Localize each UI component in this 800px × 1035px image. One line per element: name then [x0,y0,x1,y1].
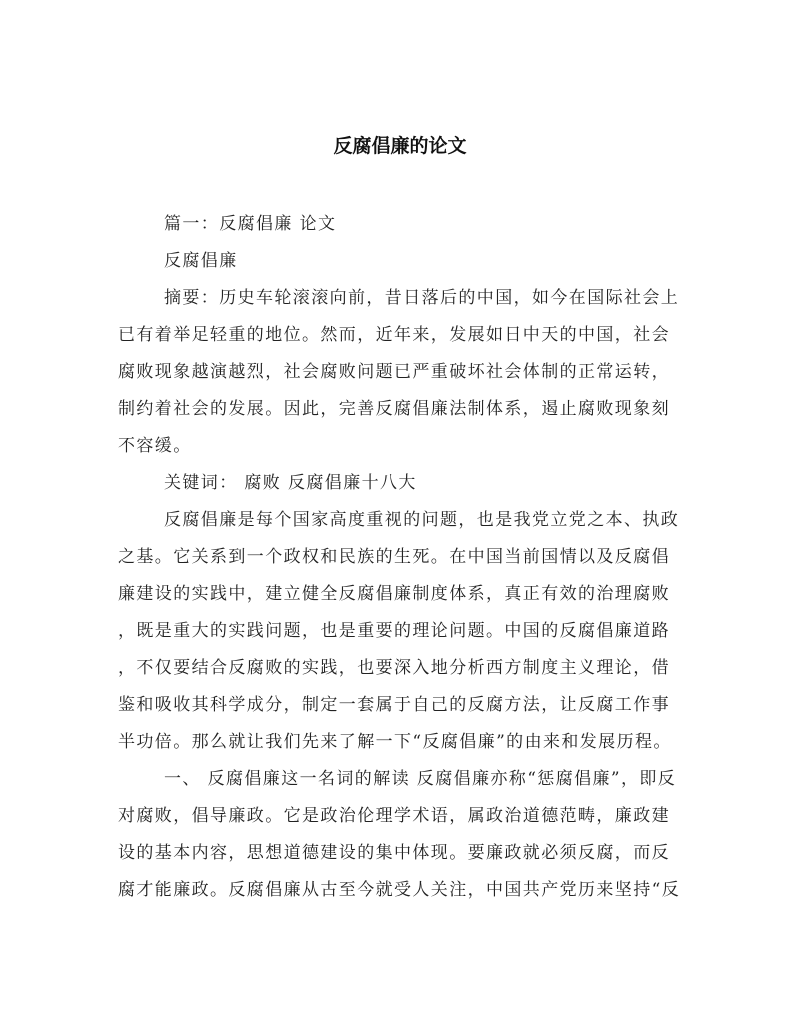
paragraph-line: ，不仅要结合反腐败的实践，也要深入地分析西方制度主义理论，借 [118,658,670,678]
section-one-line: 设的基本内容，思想道德建设的集中体现。要廉政就必须反腐，而反 [118,843,670,863]
section-one-line: 腐才能廉政。反腐倡廉从古至今就受人关注，中国共产党历来坚持“反 [118,880,681,900]
paragraph-line: 廉建设的实践中，建立健全反腐倡廉制度体系，真正有效的治理腐败 [118,584,670,604]
document-body [118,206,684,909]
abstract-line: 不容缓。 [118,436,192,456]
section-heading: 篇一：反腐倡廉 论文 [164,214,337,234]
paragraph-line: ，既是重大的实践问题，也是重要的理论问题。中国的反腐倡廉道路 [118,621,670,641]
abstract-line: 已有着举足轻重的地位。然而，近年来，发展如日中天的中国，社会 [118,325,670,345]
abstract-line: 摘要：历史车轮滚滚向前，昔日落后的中国，如今在国际社会上 [164,288,680,308]
paper-subtitle: 反腐倡廉 [164,251,238,271]
document-title: 反腐倡廉的论文 [333,135,467,157]
paragraph-line: 鉴和吸收其科学成分，制定一套属于自己的反腐方法，让反腐工作事 [118,695,670,715]
abstract-line: 腐败现象越演越烈，社会腐败问题已严重破坏社会体制的正常运转， [118,362,670,382]
paragraph-line: 半功倍。那么就让我们先来了解一下“反腐倡廉”的由来和发展历程。 [118,732,672,752]
section-one-line: 一、 反腐倡廉这一名词的解读 反腐倡廉亦称“惩腐倡廉”，即反 [164,769,677,789]
abstract-line: 制约着社会的发展。因此，完善反腐倡廉法制体系，遏止腐败现象刻 [118,399,670,419]
section-one-line: 对腐败，倡导廉政。它是政治伦理学术语，属政治道德范畴，廉政建 [118,806,670,826]
keywords-line: 关键词： 腐败 反腐倡廉十八大 [164,473,417,493]
paragraph-line: 之基。它关系到一个政权和民族的生死。在中国当前国情以及反腐倡 [118,547,670,567]
paragraph-line: 反腐倡廉是每个国家高度重视的问题，也是我党立党之本、执政 [164,510,680,530]
